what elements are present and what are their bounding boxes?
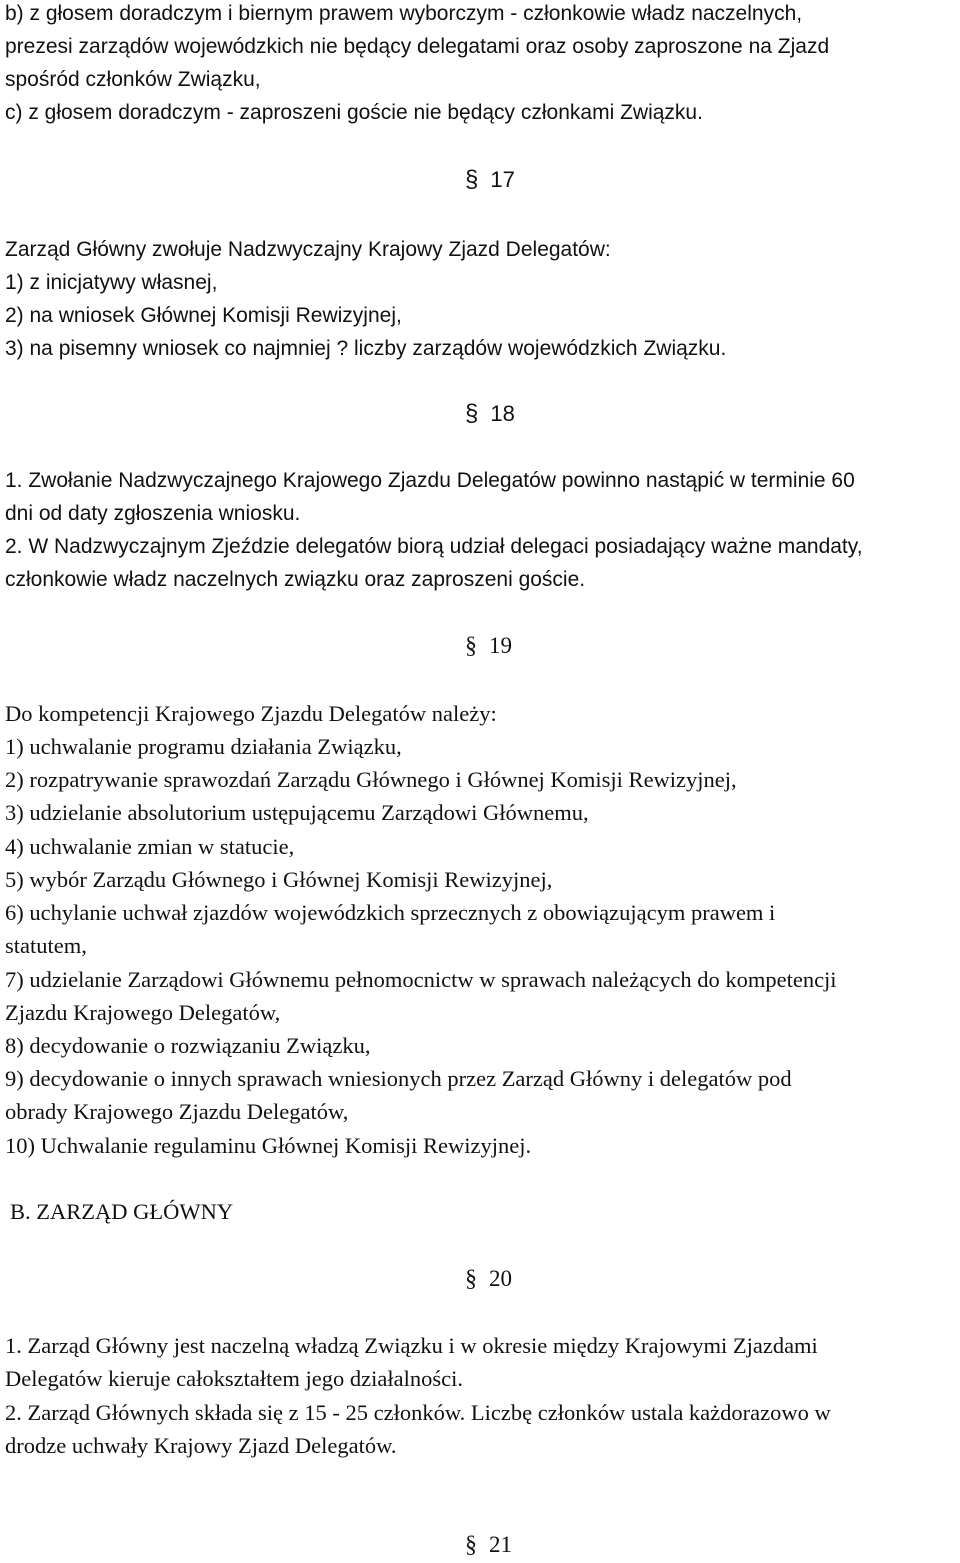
text-line: drodze uchwały Krajowy Zjazd Delegatów.	[5, 1433, 397, 1458]
text-line: 2) na wniosek Głównej Komisji Rewizyjnej,	[5, 304, 402, 327]
section-heading-19	[465, 632, 512, 660]
text-line: 2. W Nadzwyczajnym Zjeździe delegatów biorą udział delegaci posiadający ważne mandaty,	[5, 535, 863, 558]
section-mark: §	[465, 1532, 477, 1558]
section-number: 20	[489, 1266, 512, 1291]
text-line: 3) na pisemny wniosek co najmniej ? liczby zarządów wojewódzkich Związku.	[5, 337, 727, 360]
text-line: 9) decydowanie o innych sprawach wniesionych przez Zarząd Główny i delegatów pod	[5, 1066, 792, 1091]
text-line: 2) rozpatrywanie sprawozdań Zarządu Głównego i Głównej Komisji Rewizyjnej,	[5, 767, 737, 792]
text-line: 3) udzielanie absolutorium ustępującemu Zarządowi Głównemu,	[5, 800, 589, 825]
text-line: 1. Zwołanie Nadzwyczajnego Krajowego Zjazdu Delegatów powinno nastąpić w terminie 60	[5, 469, 855, 492]
section-heading-17	[465, 166, 515, 194]
section-mark: §	[465, 1266, 477, 1292]
section-mark: §	[465, 633, 477, 659]
section-heading-20	[465, 1265, 512, 1293]
text-line: Zjazdu Krajowego Delegatów,	[5, 1000, 281, 1025]
text-line: 1) uchwalanie programu działania Związku,	[5, 734, 402, 759]
text-line: 1. Zarząd Główny jest naczelną władzą Związku i w okresie między Krajowymi Zjazdami	[5, 1333, 818, 1358]
section-mark: §	[465, 166, 479, 193]
text-line: 6) uchylanie uchwał zjazdów wojewódzkich sprzecznych z obowiązującym prawem i	[5, 900, 776, 925]
text-line: c) z głosem doradczym - zaproszeni goście nie będący członkami Związku.	[5, 101, 703, 124]
section-heading-18	[465, 400, 515, 428]
text-line: statutem,	[5, 933, 87, 958]
text-line: obrady Krajowego Zjazdu Delegatów,	[5, 1099, 349, 1124]
text-line: Zarząd Główny zwołuje Nadzwyczajny Krajowy Zjazd Delegatów:	[5, 238, 611, 261]
text-line: 5) wybór Zarządu Głównego i Głównej Komisji Rewizyjnej,	[5, 867, 553, 892]
chapter-heading: B. ZARZĄD GŁÓWNY	[10, 1199, 234, 1224]
text-line: członkowie władz naczelnych związku oraz zaproszeni goście.	[5, 568, 586, 591]
text-line: Delegatów kieruje całokształtem jego działalności.	[5, 1366, 463, 1391]
text-line: Do kompetencji Krajowego Zjazdu Delegatów należy:	[5, 701, 497, 726]
section-number: 18	[490, 401, 515, 426]
section-number: 17	[490, 167, 515, 192]
text-line: 8) decydowanie o rozwiązaniu Związku,	[5, 1033, 371, 1058]
text-line: 10) Uchwalanie regulaminu Głównej Komisji Rewizyjnej.	[5, 1133, 532, 1158]
section-number: 19	[489, 633, 512, 658]
section-number: 21	[489, 1532, 512, 1557]
text-line: 2. Zarząd Głównych składa się z 15 - 25 członków. Liczbę członków ustala każdorazowo w	[5, 1400, 831, 1425]
text-line: dni od daty zgłoszenia wniosku.	[5, 502, 301, 525]
section-heading-21	[465, 1531, 512, 1559]
text-line: spośród członków Związku,	[5, 68, 261, 91]
text-line: prezesi zarządów wojewódzkich nie będący delegatami oraz osoby zaproszone na Zjazd	[5, 35, 830, 58]
text-line: 1) z inicjatywy własnej,	[5, 271, 218, 294]
text-line: 7) udzielanie Zarządowi Głównemu pełnomocnictw w sprawach należących do kompetencji	[5, 967, 837, 992]
section-mark: §	[465, 400, 479, 427]
text-line: b) z głosem doradczym i biernym prawem wyborczym - członkowie władz naczelnych,	[5, 2, 803, 25]
text-line: 4) uchwalanie zmian w statucie,	[5, 834, 295, 859]
